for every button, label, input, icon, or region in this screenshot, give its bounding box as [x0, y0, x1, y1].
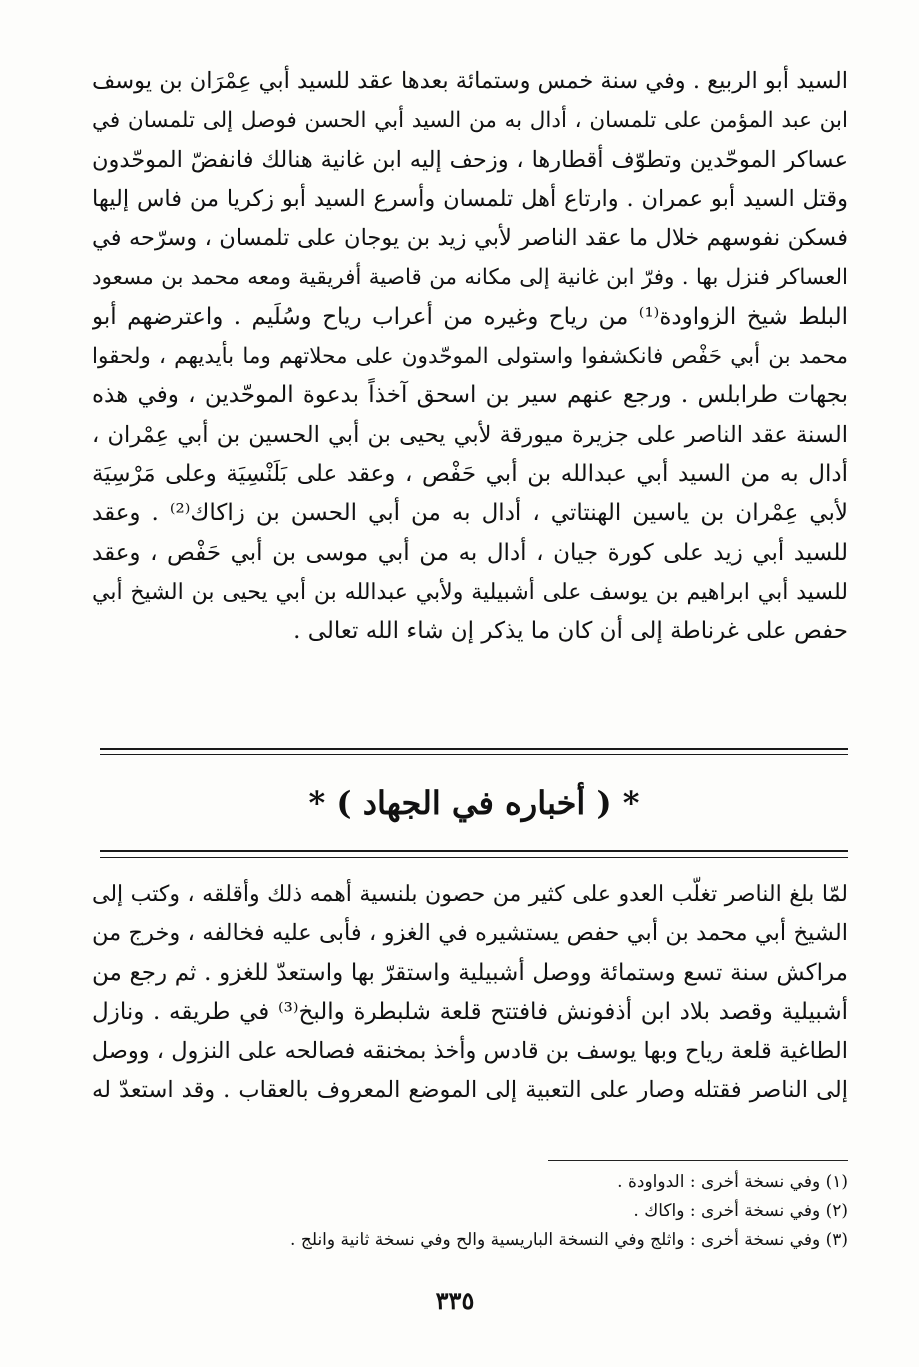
text-line: للسيد أبي ابراهيم بن يوسف على أشبيلية ولأبي عبدالله بن أبي يحيى بن الشيخ أبي: [92, 579, 848, 605]
text-line: بجهات طرابلس . ورجع عنهم سير بن اسحق آخذاً بدعوة الموحّدين ، وفي هذه: [92, 382, 848, 409]
divider-rule: [100, 857, 848, 858]
text-line: فسكن نفوسهم خلال ما عقد الناصر لأبي زيد بن يوجان على تلمسان ، وسرّحه في: [92, 225, 848, 252]
text-line: محمد بن أبي حَفْص فانكشفوا واستولى الموحّدون على محلاتهم وما بأيديهم ، ولحقوا: [92, 344, 848, 370]
divider-rule: [100, 754, 848, 755]
text-line: عساكر الموحّدين وتطوّف أقطارها ، وزحف إليه ابن غانية هنالك فانفضّ الموحّدون: [92, 146, 848, 173]
paragraph-1: [92, 62, 848, 651]
text-line: مراكش سنة تسع وستمائة ووصل أشبيلية واستقرّ بها واستعدّ للغزو . ثم رجع من: [92, 959, 848, 986]
text-line: ابن عبد المؤمن على تلمسان ، أدال به من السيد أبي الحسن فوصل إلى تلمسان في: [92, 108, 848, 134]
footnote-2: (٢) وفي نسخة أخرى : واكاك .: [633, 1201, 848, 1221]
text-line: إلى الناصر فقتله وصار على التعبية إلى الموضع المعروف بالعقاب . وقد استعدّ له: [92, 1077, 848, 1104]
text-line: السيد أبو الربيع . وفي سنة خمس وستمائة بعدها عقد للسيد أبي عِمْرَان بن يوسف: [92, 68, 848, 94]
footnote-1: (١) وفي نسخة أخرى : الدواودة .: [617, 1172, 848, 1192]
divider-rule: [100, 748, 848, 750]
text-line: وقتل السيد أبو عمران . وارتاع أهل تلمسان وأسرع السيد أبو زكريا من فاس إليها: [92, 185, 848, 212]
footnote-3: (٣) وفي نسخة أخرى : واثلج وفي النسخة الباريسية والح وفي نسخة ثانية وانلج .: [290, 1230, 848, 1250]
text-line: السنة عقد الناصر على جزيرة ميورقة لأبي يحيى بن أبي الحسين بن أبي عِمْران ،: [92, 421, 848, 448]
text-line: الشيخ أبي محمد بن أبي حفص يستشيره في الغزو ، فأبى عليه فخالفه ، وخرج من: [92, 920, 848, 947]
section-heading: * ( أخباره في الجهاد ) *: [308, 784, 640, 822]
divider-rule: [100, 850, 848, 852]
text-line: البلط شيخ الزواودة⁽¹⁾ من رياح وغيره من أعراب رياح وسُلَيم . واعترضهم أبو: [92, 303, 848, 330]
text-line: الطاغية قلعة رياح وبها يوسف بن قادس وأخذ بمخنقه فصالحه على النزول ، ووصل: [92, 1038, 848, 1065]
footnotes: [100, 1168, 848, 1255]
text-line: لمّا بلغ الناصر تغلّب العدو على كثير من حصون بلنسية أهمه ذلك وأقلقه ، وكتب إلى: [92, 882, 848, 907]
text-line: لأبي عِمْران بن ياسين الهنتاتي ، أدال به من أبي الحسن بن زاكاك⁽²⁾ . وعقد: [92, 500, 848, 527]
text-line: أدال به من السيد أبي عبدالله بن أبي حَفْص ، وعقد على بَلَنْسِيَة وعلى مَرْسِيَة: [92, 460, 848, 487]
page-number: ٣٣٥: [435, 1286, 475, 1315]
footnote-separator: [548, 1160, 848, 1161]
text-line: حفص على غرناطة إلى أن كان ما يذكر إن شاء الله تعالى .: [293, 618, 848, 645]
text-line: أشبيلية وقصد بلاد ابن أذفونش فافتتح قلعة شلبطرة والبخ⁽³⁾ في طريقه . ونازل: [92, 998, 848, 1025]
paragraph-2: [92, 875, 848, 1111]
text-line: للسيد أبي زيد على كورة جيان ، أدال به من أبي موسى بن أبي حَفْص ، وعقد: [92, 539, 848, 566]
text-line: العساكر فنزل بها . وفرّ ابن غانية إلى مكانه من قاصية أفريقية ومعه محمد بن مسعود: [92, 265, 848, 291]
